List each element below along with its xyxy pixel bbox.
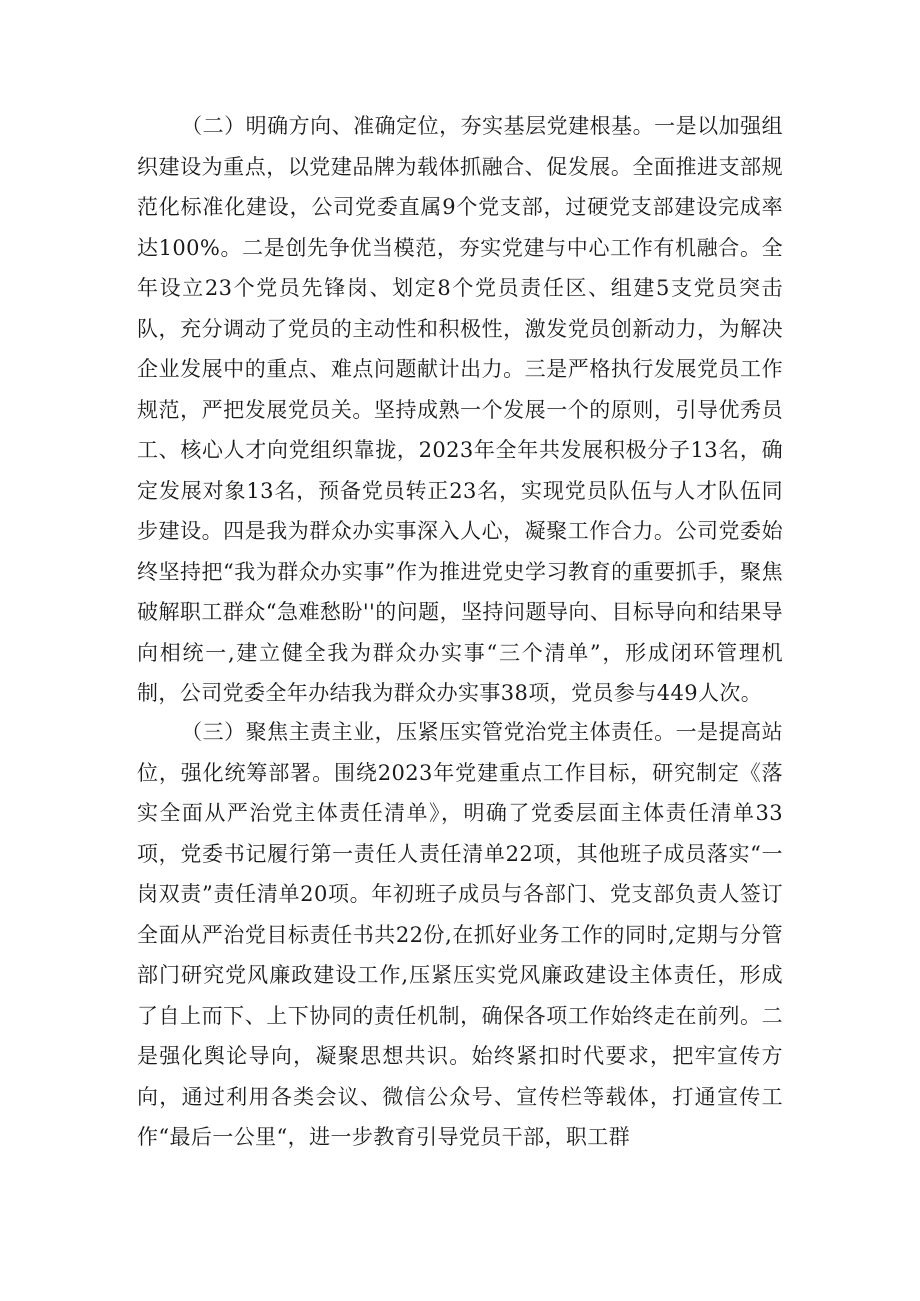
paragraph-text: （二）明确方向、准确定位，夯实基层党建根基。一是以加强组织建设为重点，以党建品牌为载体抓融合、促发展。全面推进支部规范化标准化建设，公司党委直属9个党支部，过硬党支部建设完成率达100%。二是创先争优当模范，夯实党建与中心工作有机融合。全年设立23个党员先锋岗、划定8个党员责任区、组建5支党员突击队，充分调动了党员的主动性和积极性，激发党员创新动力，为解决企业发展中的重点、难点问题献计出力。三是严格执行发展党员工作规范，严把发展党员关。坚持成熟一个发展一个的原则，引导优秀员工、核心人才向党组织靠拢，2023年全年共发展积极分子13名，确定发展对象13名，预备党员转正23名，实现党员队伍与人才队伍同步建设。四是我为群众办实事深入人心，凝聚工作合力。公司党委始终坚持把“我为群众办实事”作为推进党史学习教育的重要抓手，聚焦破解职工群众“急难愁盼''的问题，坚持问题导向、目标导向和结果导向相统一,建立健全我为群众办实事“三个清单”，形成闭环管理机制，公司党委全年办结我为群众办实事38项，党员参与449人次。 xyxy=(137,114,783,705)
paragraph-text: （三）聚焦主责主业，压紧压实管党治党主体责任。一是提高站位，强化统筹部署。围绕2023年党建重点工作目标，研究制定《落实全面从严治党主体责任清单》，明确了党委层面主体责任清单33项，党委书记履行第一责任人责任清单22项，其他班子成员落实“一岗双责”责任清单20项。年初班子成员与各部门、党支部负责人签订全面从严治党目标责任书共22份,在抓好业务工作的同时,定期与分管部门研究党风廉政建设工作,压紧压实党风廉政建设主体责任，形成了自上而下、上下协同的责任机制，确保各项工作始终走在前列。二是强化舆论导向，凝聚思想共识。始终紧扣时代要求，把牢宣传方向，通过利用各类会议、微信公众号、宣传栏等载体，打通宣传工作“最后一公里“，进一步教育引导党员干部，职工群 xyxy=(137,720,783,1149)
paragraph-main-responsibility xyxy=(137,712,783,1158)
paragraph-party-building-foundation xyxy=(137,106,783,714)
